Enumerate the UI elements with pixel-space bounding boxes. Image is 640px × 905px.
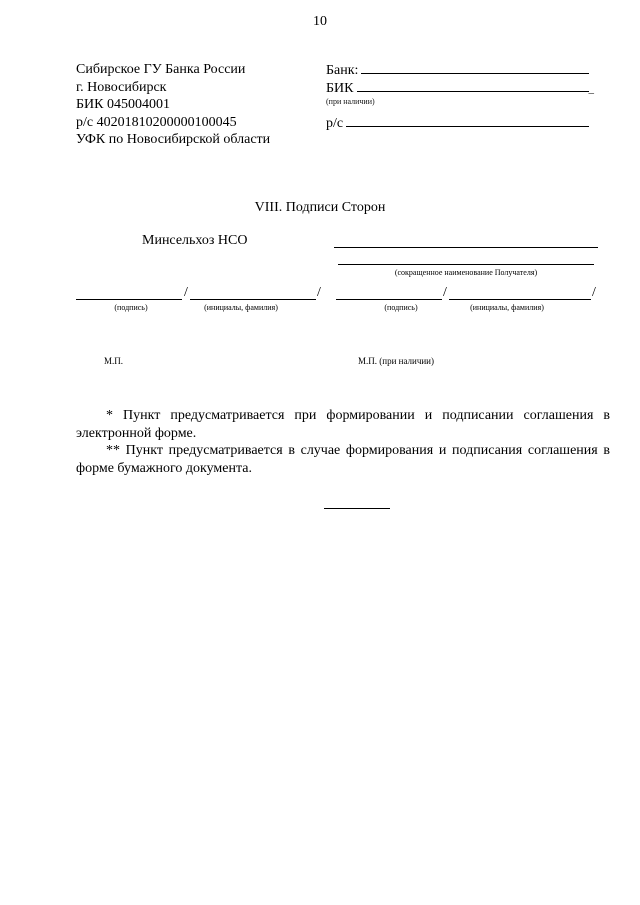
footnotes bbox=[76, 407, 610, 477]
account-label: р/с bbox=[326, 116, 344, 131]
bank-left-line: БИК 045004001 bbox=[76, 97, 170, 113]
footnote-paper: ** Пункт предусматривается в случае формирования и подписания соглашения в форме бумажного документа. bbox=[76, 443, 610, 476]
left-signature-line bbox=[76, 299, 182, 300]
right-stamp-place: М.П. (при наличии) bbox=[358, 356, 434, 366]
bank-left-line: г. Новосибирск bbox=[76, 79, 167, 95]
bank-field bbox=[326, 61, 589, 79]
bank-left-line: Сибирское ГУ Банка России bbox=[76, 62, 246, 77]
bik-field: БИК _ bbox=[326, 81, 594, 96]
bik-label: БИК bbox=[326, 81, 354, 96]
bank-blank-line bbox=[361, 61, 589, 74]
left-signature-caption: (подпись) bbox=[114, 303, 148, 312]
end-separator-line bbox=[324, 508, 390, 509]
recipient-name-line bbox=[334, 247, 598, 248]
bank-details-left bbox=[76, 61, 270, 149]
left-slash-2: / bbox=[317, 285, 321, 300]
left-name-line bbox=[190, 299, 316, 300]
account-field bbox=[326, 114, 589, 132]
left-name-caption: (инициалы, фамилия) bbox=[204, 303, 278, 312]
recipient-hint: (сокращенное наименование Получателя) bbox=[394, 268, 538, 277]
right-signature-caption: (подпись) bbox=[384, 303, 418, 312]
left-stamp-place: М.П. bbox=[104, 356, 124, 366]
account-blank-line bbox=[346, 114, 589, 127]
bank-label: Банк: bbox=[326, 63, 359, 78]
footnote-electronic: * Пункт предусматривается при формировании и подписании соглашения в электронной форме. bbox=[76, 408, 610, 441]
page-number: 10 bbox=[313, 14, 327, 29]
right-signature-line bbox=[336, 299, 442, 300]
recipient-name-line-2 bbox=[338, 264, 594, 265]
left-slash-1: / bbox=[184, 285, 188, 300]
bank-left-line: р/с 40201810200000100045 bbox=[76, 114, 237, 130]
bik-blank-line bbox=[357, 79, 589, 92]
right-slash-1: / bbox=[443, 285, 447, 300]
bik-hint: (при наличии) bbox=[326, 97, 375, 106]
left-party-name: Минсельхоз НСО bbox=[142, 233, 248, 248]
right-slash-2: / bbox=[592, 285, 596, 300]
section-title: VIII. Подписи Сторон bbox=[254, 200, 386, 215]
right-name-caption: (инициалы, фамилия) bbox=[470, 303, 544, 312]
bank-left-line: УФК по Новосибирской области bbox=[76, 132, 271, 148]
right-name-line bbox=[449, 299, 591, 300]
